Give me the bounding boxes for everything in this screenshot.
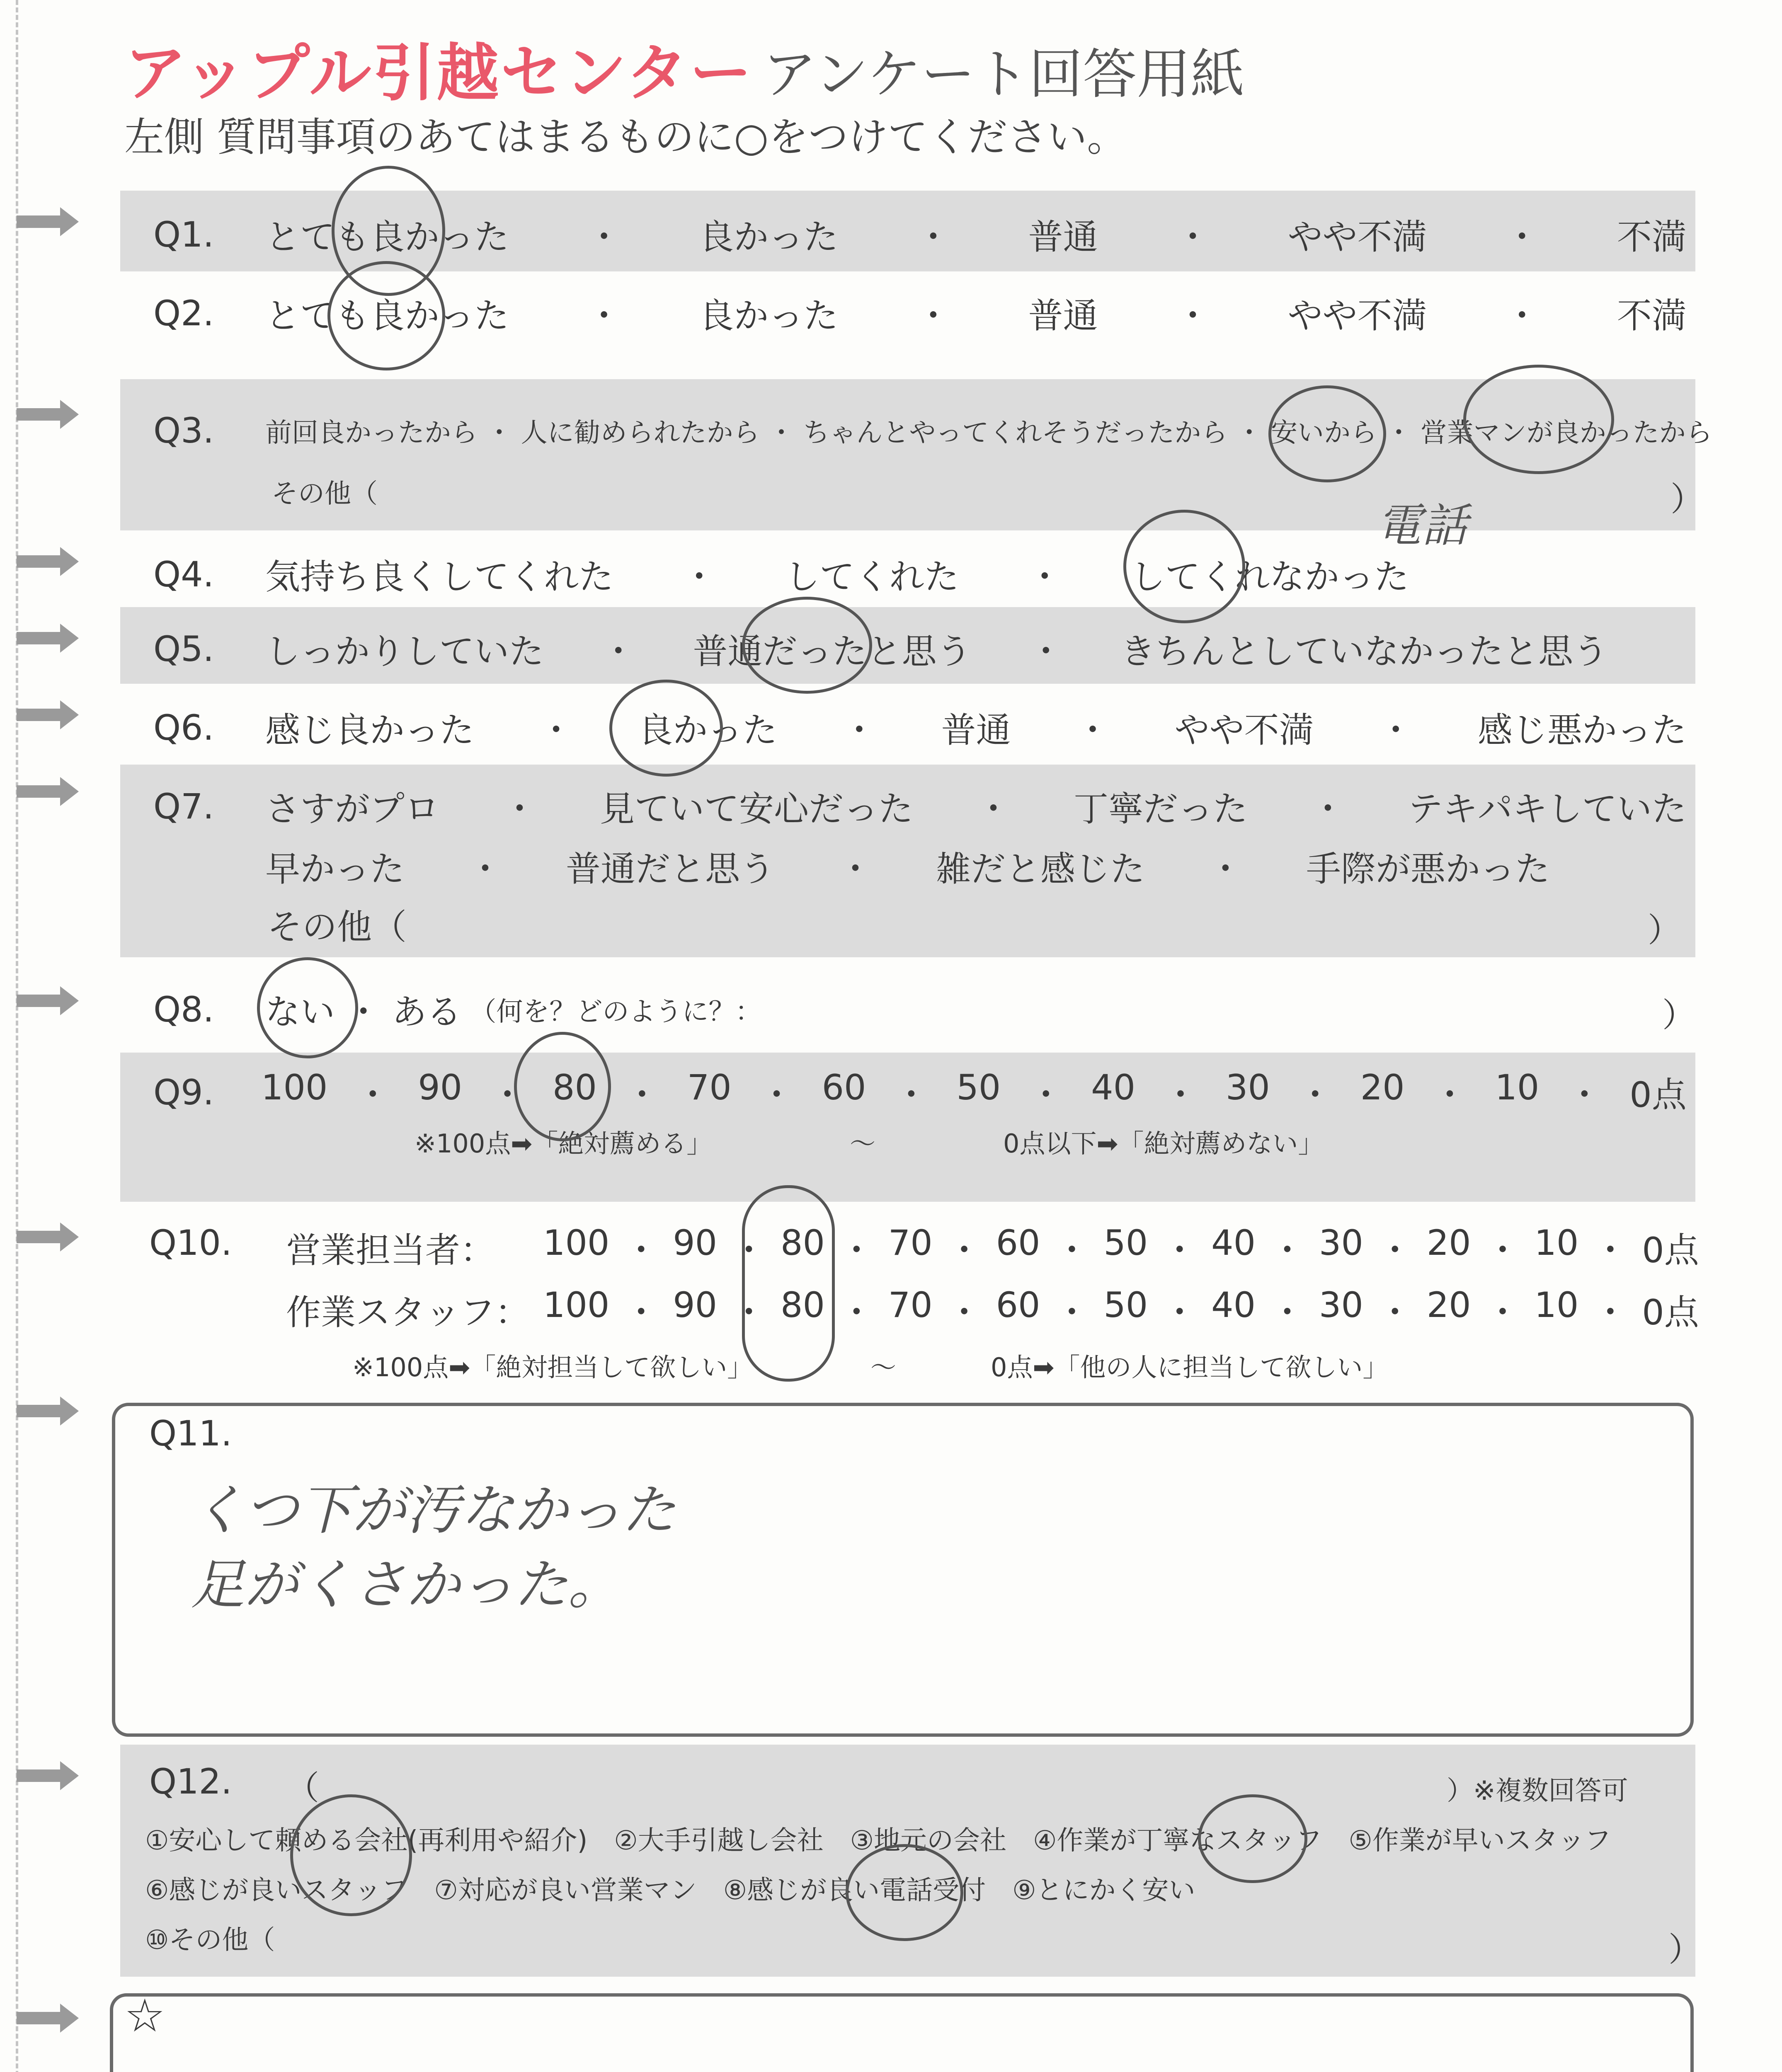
separator: ・ xyxy=(1504,295,1540,336)
q7-row-2 xyxy=(153,841,1550,891)
separator: ・ xyxy=(1485,1292,1520,1333)
score-option[interactable]: 0点 xyxy=(1642,1230,1699,1271)
q7-option[interactable]: さすがプロ xyxy=(265,789,440,829)
score-option[interactable]: 40 xyxy=(1091,1067,1136,1108)
q12-options-line2[interactable]: ⑥感じが良いスタッフ ⑦対応が良い営業マン ⑧感じが良い電話受付 ⑨とにかく安い xyxy=(145,1875,1195,1906)
row-marker-arrow xyxy=(17,555,62,568)
q12-multiple-note: ）※複数回答可 xyxy=(1447,1776,1628,1806)
separator: ・ xyxy=(1208,849,1243,889)
separator: ・ xyxy=(502,789,537,829)
q10-tilde: 〜 xyxy=(870,1352,897,1382)
q6-option[interactable]: 感じ良かった xyxy=(265,710,475,750)
answer-circle xyxy=(257,957,358,1058)
row-marker-arrow xyxy=(17,2012,62,2024)
q9-note-right: 0点以下➡「絶対薦めない」 xyxy=(1003,1128,1324,1159)
q6-option[interactable]: 感じ悪かった xyxy=(1477,710,1687,750)
score-option[interactable]: 100 xyxy=(543,1222,610,1263)
star-icon: ☆ xyxy=(124,1989,165,2042)
answer-circle xyxy=(1268,385,1386,482)
q6-options xyxy=(265,702,1687,753)
separator: ・ xyxy=(839,1230,874,1271)
answer-circle xyxy=(290,1794,412,1916)
q9-scores xyxy=(261,1067,1687,1117)
q7-option[interactable]: テキパキしていた xyxy=(1408,789,1687,829)
q9-note-left: ※100点➡「絶対薦める」 xyxy=(415,1128,713,1159)
score-option[interactable]: 80 xyxy=(781,1222,825,1263)
q7-other-label: その他（ xyxy=(267,907,407,947)
separator: ・ xyxy=(1075,710,1110,750)
q7-option[interactable]: 早かった xyxy=(265,849,405,889)
separator: ・ xyxy=(1567,1075,1602,1115)
q3-row xyxy=(153,410,1712,451)
separator: ・ xyxy=(1054,1292,1089,1333)
q1-option[interactable]: 不満 xyxy=(1617,217,1687,257)
answer-circle xyxy=(1463,365,1614,474)
q5-option[interactable]: 普通だったと思う xyxy=(693,631,972,672)
answer-circle xyxy=(609,680,723,777)
separator: ・ xyxy=(355,1075,390,1115)
score-option[interactable]: 50 xyxy=(956,1067,1001,1108)
row-marker-arrow xyxy=(17,1405,62,1417)
q6-option[interactable]: やや不満 xyxy=(1174,710,1314,750)
score-option[interactable]: 10 xyxy=(1534,1285,1579,1325)
separator: ・ xyxy=(1485,1230,1520,1271)
score-option[interactable]: 80 xyxy=(553,1067,597,1108)
separator: ・ xyxy=(624,1075,659,1115)
score-option[interactable]: 70 xyxy=(888,1222,933,1263)
separator: ・ xyxy=(1297,1075,1333,1115)
separator: ・ xyxy=(947,1230,982,1271)
answer-circle xyxy=(1198,1794,1307,1883)
separator: ・ xyxy=(1377,1292,1413,1333)
q2-options xyxy=(265,288,1687,338)
separator: ・ xyxy=(1028,1075,1064,1115)
q10-note-right: 0点➡「他の人に担当して欲しい」 xyxy=(991,1352,1389,1382)
q1-option[interactable]: 普通 xyxy=(1028,217,1098,257)
q5-row xyxy=(153,624,1608,674)
separator: ・ xyxy=(1310,789,1346,829)
separator: ・ xyxy=(1270,1292,1305,1333)
separator: ・ xyxy=(731,1292,766,1333)
score-option[interactable]: 50 xyxy=(1103,1222,1148,1263)
q3-other-label: その他（ xyxy=(272,479,378,509)
answer-circle xyxy=(846,1844,963,1941)
score-option[interactable]: 90 xyxy=(418,1067,463,1108)
q7-option[interactable]: 雑だと感じた xyxy=(936,849,1145,889)
separator: ・ xyxy=(759,1075,794,1115)
score-option[interactable]: 30 xyxy=(1225,1067,1270,1108)
separator: ・ xyxy=(1504,217,1540,257)
separator: ・ xyxy=(839,1292,874,1333)
separator: ・ xyxy=(1054,1230,1089,1271)
q6-row xyxy=(153,702,1687,753)
q2-option[interactable]: 普通 xyxy=(1028,295,1098,336)
q3-options-text[interactable]: 前回良かったから ・ 人に勧められたから ・ ちゃんとやってくれそうだったから ・ 安いから ・ 営業マンが良かったから xyxy=(265,418,1712,448)
q8-number: Q8. xyxy=(153,989,214,1030)
separator: ・ xyxy=(841,710,877,750)
score-option[interactable]: 0点 xyxy=(1629,1075,1687,1115)
q11-answer-line2: 足がくさかった。 xyxy=(191,1553,622,1616)
row-marker-arrow xyxy=(17,408,62,421)
score-option[interactable]: 30 xyxy=(1319,1285,1363,1325)
q6-option[interactable]: 良かった xyxy=(638,710,778,750)
separator: ・ xyxy=(1378,710,1413,750)
answer-circle xyxy=(742,597,872,694)
score-option[interactable]: 70 xyxy=(687,1067,732,1108)
separator: ・ xyxy=(838,849,873,889)
binding-edge-line xyxy=(16,0,18,2072)
separator: ・ xyxy=(731,1230,766,1271)
separator: ・ xyxy=(1270,1230,1305,1271)
q12-open-paren: （ xyxy=(286,1769,319,1807)
score-option[interactable]: 10 xyxy=(1495,1067,1540,1108)
score-option[interactable]: 20 xyxy=(1426,1285,1471,1325)
separator: ・ xyxy=(1593,1292,1628,1333)
score-option[interactable]: 90 xyxy=(673,1285,718,1325)
score-option[interactable]: 40 xyxy=(1211,1222,1256,1263)
q7-options-line2 xyxy=(265,841,1550,891)
separator: ・ xyxy=(1162,1230,1197,1271)
q6-option[interactable]: 普通 xyxy=(941,710,1011,750)
q10-note-left: ※100点➡「絶対担当して欲しい」 xyxy=(352,1352,753,1382)
separator: ・ xyxy=(490,1075,525,1115)
separator: ・ xyxy=(1027,557,1062,597)
q5-number: Q5. xyxy=(153,628,214,669)
q8-close-paren: ） xyxy=(1662,996,1695,1034)
separator: ・ xyxy=(681,557,717,597)
answer-circle xyxy=(327,261,445,370)
score-option[interactable]: 90 xyxy=(673,1222,718,1263)
q1-number: Q1. xyxy=(153,214,214,255)
score-option[interactable]: 40 xyxy=(1211,1285,1256,1325)
q8-row xyxy=(153,984,1687,1034)
score-option[interactable]: 60 xyxy=(996,1285,1040,1325)
score-option[interactable]: 20 xyxy=(1426,1222,1471,1263)
q3-close-paren: ） xyxy=(1670,480,1704,518)
q4-option[interactable]: してくれた xyxy=(785,557,959,597)
q11-answer-line1: くつ下が汚なかった xyxy=(191,1479,676,1542)
q10-sales-label: 営業担当者： xyxy=(286,1230,495,1271)
q10-staff-row xyxy=(286,1285,1699,1335)
score-option[interactable]: 30 xyxy=(1319,1222,1363,1263)
score-option[interactable]: 20 xyxy=(1360,1067,1405,1108)
q12-close-paren: ） xyxy=(1668,1930,1702,1969)
q7-option[interactable]: 普通だと思う xyxy=(565,849,775,889)
separator: ・ xyxy=(976,789,1011,829)
separator: ・ xyxy=(587,217,622,257)
q2-option[interactable]: 良かった xyxy=(699,295,839,336)
q6-number: Q6. xyxy=(153,707,214,748)
q7-close-paren: ） xyxy=(1648,911,1681,949)
score-option[interactable]: 100 xyxy=(543,1285,610,1325)
q10-staff-label: 作業スタッフ： xyxy=(286,1292,530,1333)
score-option[interactable]: 0点 xyxy=(1642,1292,1699,1333)
free-comment-box[interactable] xyxy=(110,1993,1694,2072)
separator: ・ xyxy=(1163,1075,1198,1115)
q3-number: Q3. xyxy=(153,410,214,451)
instruction-text: 左側 質問事項のあてはまるものに○をつけてください。 xyxy=(124,114,1127,160)
q7-options-line1 xyxy=(265,781,1687,831)
q10-staff-scores xyxy=(543,1285,1699,1335)
q5-options xyxy=(265,624,1608,674)
score-option[interactable]: 10 xyxy=(1534,1222,1579,1263)
score-option[interactable]: 60 xyxy=(996,1222,1040,1263)
q7-option[interactable]: 見ていて安心だった xyxy=(599,789,913,829)
separator: ・ xyxy=(623,1292,659,1333)
handwritten-note: 電話 xyxy=(1376,499,1467,552)
q9-row xyxy=(153,1067,1687,1117)
answer-circle xyxy=(742,1185,835,1382)
q1-option[interactable]: とても良かった xyxy=(265,217,509,257)
q9-tilde: 〜 xyxy=(850,1128,876,1159)
q7-row-1 xyxy=(153,781,1687,831)
answer-circle xyxy=(1123,510,1245,623)
q4-number: Q4. xyxy=(153,554,214,595)
q1-options xyxy=(265,209,1687,259)
q10-number: Q10. xyxy=(149,1222,232,1263)
q7-option[interactable]: 丁寧だった xyxy=(1073,789,1248,829)
q2-option[interactable]: とても良かった xyxy=(265,295,509,336)
score-option[interactable]: 70 xyxy=(888,1285,933,1325)
score-option[interactable]: 80 xyxy=(781,1285,825,1325)
q1-option[interactable]: 良かった xyxy=(699,217,839,257)
q9-number: Q9. xyxy=(153,1072,214,1113)
row-marker-arrow xyxy=(17,785,62,798)
score-option[interactable]: 60 xyxy=(822,1067,866,1108)
separator: ・ xyxy=(1377,1230,1413,1271)
brand-title: アップル引越センター xyxy=(124,37,754,109)
q4-option[interactable]: してくれなかった xyxy=(1130,557,1409,597)
separator: ・ xyxy=(1028,631,1064,672)
separator: ・ xyxy=(538,710,574,750)
q12-options-line1[interactable]: ①安心して頼める会社(再利用や紹介) ②大手引越し会社 ③地元の会社 ④作業が丁寧なスタッフ ⑤作業が早いスタッフ xyxy=(145,1825,1611,1856)
row-marker-arrow xyxy=(17,215,62,228)
separator: ・ xyxy=(601,631,636,672)
q10-sales-row xyxy=(286,1222,1699,1273)
q7-number: Q7. xyxy=(153,786,214,827)
separator: ・ xyxy=(623,1230,659,1271)
row-marker-arrow xyxy=(17,1769,62,1782)
separator: ・ xyxy=(468,849,503,889)
score-option[interactable]: 50 xyxy=(1103,1285,1148,1325)
q12-number: Q12. xyxy=(149,1761,232,1802)
q11-number: Q11. xyxy=(149,1413,232,1454)
q2-number: Q2. xyxy=(153,293,214,334)
separator: ・ xyxy=(1432,1075,1467,1115)
score-option[interactable]: 100 xyxy=(261,1067,328,1108)
q7-option[interactable]: 手際が悪かった xyxy=(1306,849,1550,889)
row-marker-arrow xyxy=(17,1231,62,1243)
q12-options-line3[interactable]: ⑩その他（ xyxy=(145,1925,275,1956)
row-marker-arrow xyxy=(17,632,62,644)
separator: ・ xyxy=(1175,295,1210,336)
separator: ・ xyxy=(947,1292,982,1333)
q8-detail-label: （何を？どのように？： xyxy=(470,996,762,1027)
separator: ・ xyxy=(1175,217,1210,257)
q8-options[interactable]: ない ・ ある xyxy=(265,992,462,1032)
separator: ・ xyxy=(916,217,951,257)
separator: ・ xyxy=(916,295,951,336)
q2-option[interactable]: 不満 xyxy=(1617,295,1687,336)
q1-option[interactable]: やや不満 xyxy=(1287,217,1427,257)
form-title: アンケート回答用紙 xyxy=(763,43,1245,106)
row-marker-arrow xyxy=(17,995,62,1007)
separator: ・ xyxy=(1162,1292,1197,1333)
separator: ・ xyxy=(1593,1230,1628,1271)
answer-circle xyxy=(514,1032,611,1141)
separator: ・ xyxy=(587,295,622,336)
separator: ・ xyxy=(894,1075,929,1115)
q2-option[interactable]: やや不満 xyxy=(1287,295,1427,336)
q4-option[interactable]: 気持ち良くしてくれた xyxy=(265,557,614,597)
q10-sales-scores xyxy=(543,1222,1699,1273)
q5-option[interactable]: きちんとしていなかったと思う xyxy=(1120,631,1608,672)
row-marker-arrow xyxy=(17,709,62,721)
q5-option[interactable]: しっかりしていた xyxy=(265,631,544,672)
